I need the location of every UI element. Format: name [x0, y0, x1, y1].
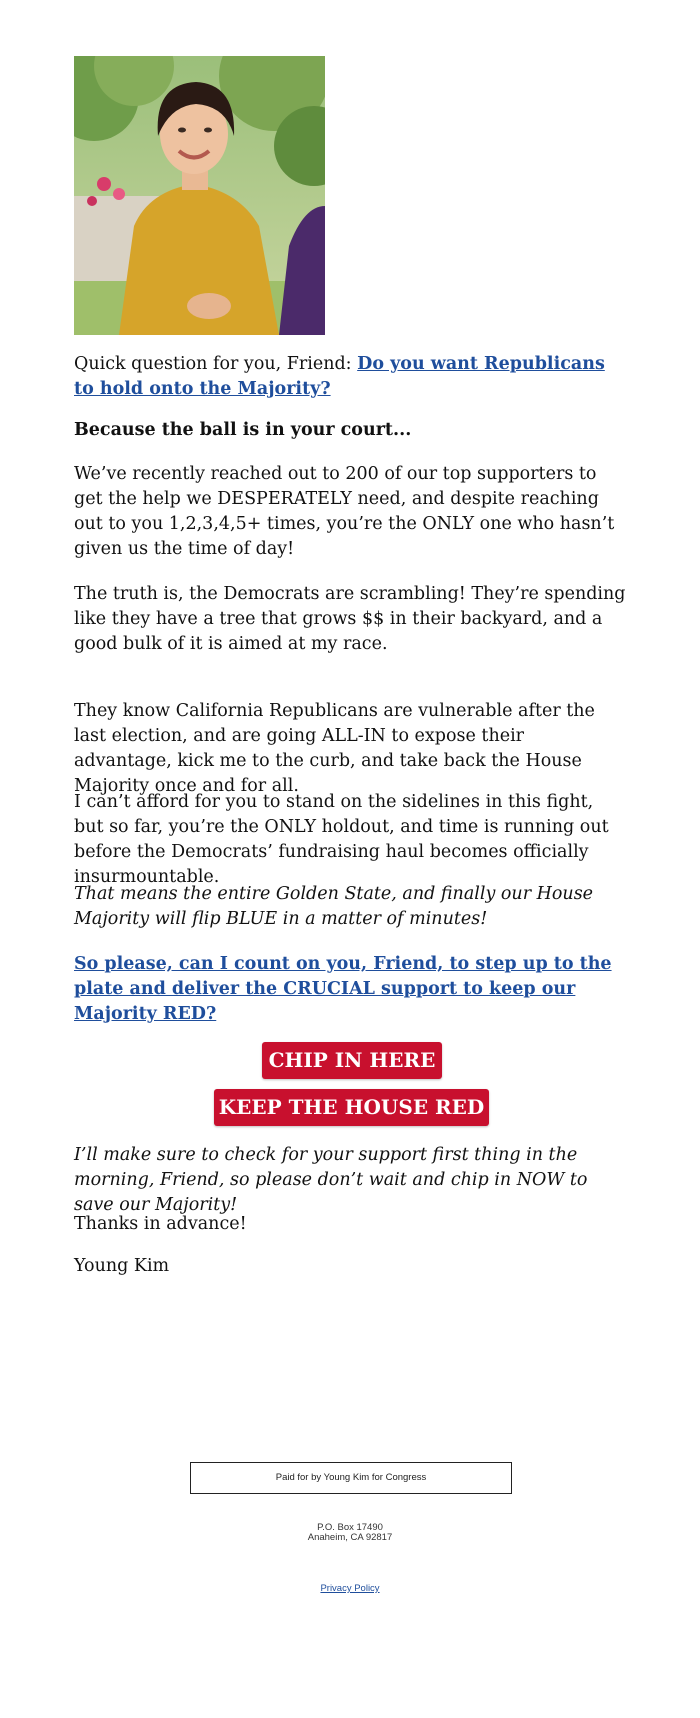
heading [74, 418, 626, 443]
closing-italic: I’ll make sure to check for your support first thing in the morning, Friend, so please don’t wait and chip in NOW to save our Majority! [74, 1145, 588, 1215]
majority-question-link[interactable]: Do you want Republicans to hold onto the Majority? [74, 354, 605, 399]
paragraph-democrats-scrambling: The truth is, the Democrats are scrambling! They’re spending like they have a tree that grows $$ in their backyard, and a good bulk of it is aimed at my race. [74, 584, 626, 654]
paragraph-california: They know California Republicans are vulnerable after the last election, and are going ALL-IN to expose their advantage, kick me to the curb, and take back the House Majority once and for all. [74, 701, 595, 796]
closing-block [74, 1143, 626, 1218]
chip-in-button[interactable]: CHIP IN HERE [262, 1042, 442, 1079]
italic-warning: That means the entire Golden State, and finally our House Majority will flip BLUE in a matter of minutes! [74, 884, 594, 929]
keep-house-red-button[interactable]: KEEP THE HOUSE RED [214, 1089, 489, 1126]
body-paragraph-4 [74, 790, 626, 890]
italic-warning-block [74, 882, 626, 932]
paragraph-sidelines: I can’t afford for you to stand on the sidelines in this fight, but so far, you’re the ONLY holdout, and time is running out before the Democrats’ fundraising haul becomes officially insurmountable. [74, 792, 609, 887]
signature-block [74, 1254, 626, 1279]
address-line-1: P.O. Box 17490 [317, 1522, 383, 1533]
support-ask-link[interactable]: So please, can I count on you, Friend, to step up to the plate and deliver the CRUCIAL support to keep our Majority RED? [74, 954, 612, 1024]
body-paragraph-2 [74, 582, 626, 657]
privacy-policy-link[interactable]: Privacy Policy [320, 1583, 380, 1594]
ball-in-court-heading: Because the ball is in your court... [74, 420, 412, 440]
ask-block [74, 952, 626, 1027]
thanks-text: Thanks in advance! [74, 1214, 247, 1234]
intro-paragraph [74, 352, 626, 402]
signature: Young Kim [74, 1256, 170, 1276]
thanks-block [74, 1212, 626, 1237]
candidate-photo [74, 56, 325, 335]
address-line-2: Anaheim, CA 92817 [307, 1532, 393, 1543]
body-paragraph-1 [74, 462, 626, 562]
privacy-policy [0, 1583, 700, 1594]
intro-lead: Quick question for you, Friend: [74, 354, 358, 374]
paid-for-disclaimer: Paid for by Young Kim for Congress [190, 1462, 512, 1494]
body-paragraph-3 [74, 699, 626, 799]
paragraph-outreach: We’ve recently reached out to 200 of our top supporters to get the help we DESPERATELY need, and despite reaching out to you 1,2,3,4,5+ times, you’re the ONLY one who hasn’t given us the time of day! [74, 464, 615, 559]
